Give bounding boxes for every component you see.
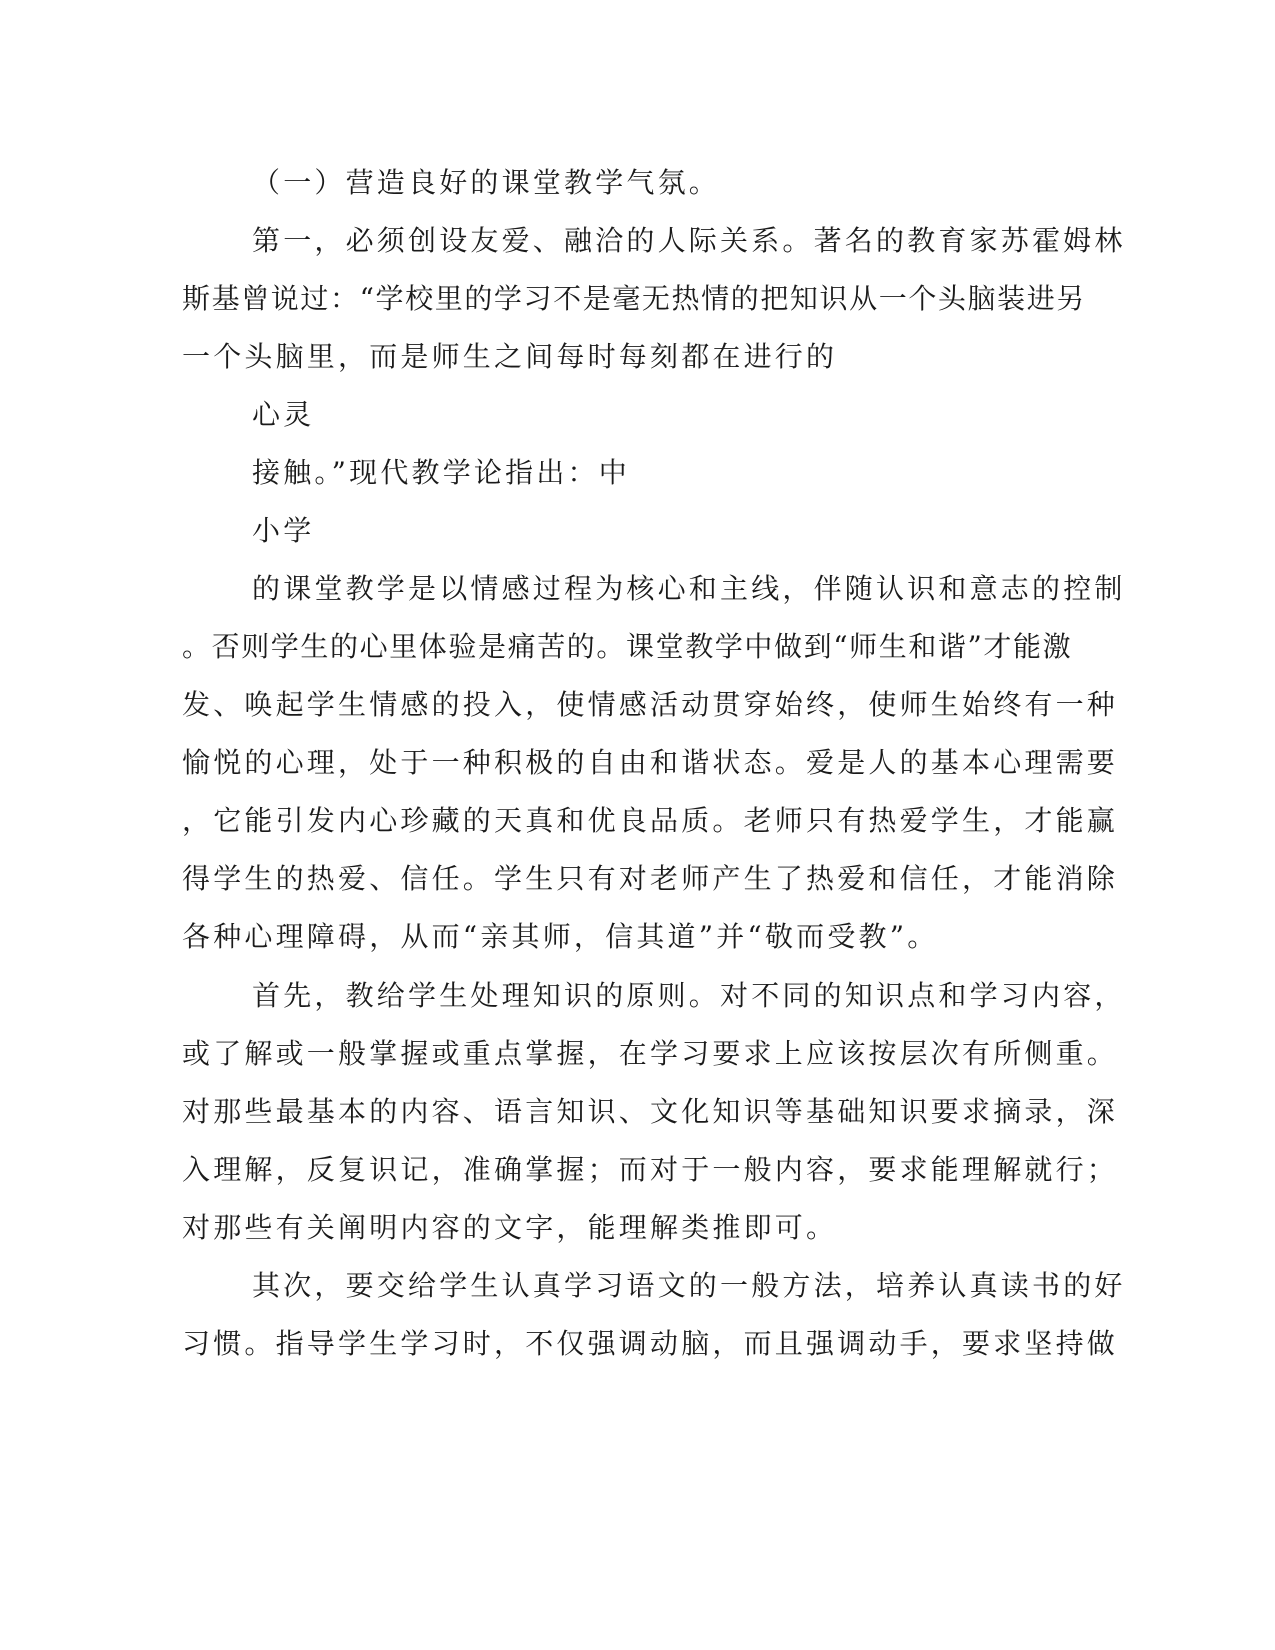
paragraph-line: 各种心理障碍，从而“亲其师，信其道”并“敬而受教”。 [182,920,939,953]
paragraph-line: 或了解或一般掌握或重点掌握，在学习要求上应该按层次有所侧重。 [182,1037,1119,1070]
paragraph-line: 小学 [252,514,315,547]
paragraph-line: 的课堂教学是以情感过程为核心和主线，伴随认识和意志的控制 [252,572,1126,605]
section-heading: （一）营造良好的课堂教学气氛。 [252,166,721,199]
paragraph-line: 发、唤起学生情感的投入，使情感活动贯穿始终，使师生始终有一种 [182,688,1119,721]
paragraph-line: 习惯。指导学生学习时，不仅强调动脑，而且强调动手，要求坚持做 [182,1327,1119,1360]
paragraph-line: 接触。”现代教学论指出：中 [252,456,630,489]
paragraph-line: 一个头脑里，而是师生之间每时每刻都在进行的 [182,340,838,373]
paragraph-line: 愉悦的心理，处于一种积极的自由和谐状态。爱是人的基本心理需要 [182,746,1119,779]
paragraph-line: 第一，必须创设友爱、融洽的人际关系。著名的教育家苏霍姆林 [252,224,1126,257]
paragraph-line: 。否则学生的心里体验是痛苦的。课堂教学中做到“师生和谐”才能激 [182,630,1073,663]
paragraph-line: 得学生的热爱、信任。学生只有对老师产生了热爱和信任，才能消除 [182,862,1119,895]
paragraph-line: 对那些最基本的内容、语言知识、文化知识等基础知识要求摘录，深 [182,1095,1119,1128]
paragraph-line: 对那些有关阐明内容的文字，能理解类推即可。 [182,1211,838,1244]
paragraph-line: 心灵 [252,398,315,431]
paragraph-line: 其次，要交给学生认真学习语文的一般方法，培养认真读书的好 [252,1269,1126,1302]
paragraph-line: 入理解，反复识记，准确掌握；而对于一般内容，要求能理解就行； [182,1153,1119,1186]
paragraph-line: 首先，教给学生处理知识的原则。对不同的知识点和学习内容， [252,979,1126,1012]
paragraph-line: ，它能引发内心珍藏的天真和优良品质。老师只有热爱学生，才能赢 [182,804,1119,837]
paragraph-line: 斯基曾说过：“学校里的学习不是毫无热情的把知识从一个头脑装进另 [182,282,1086,315]
